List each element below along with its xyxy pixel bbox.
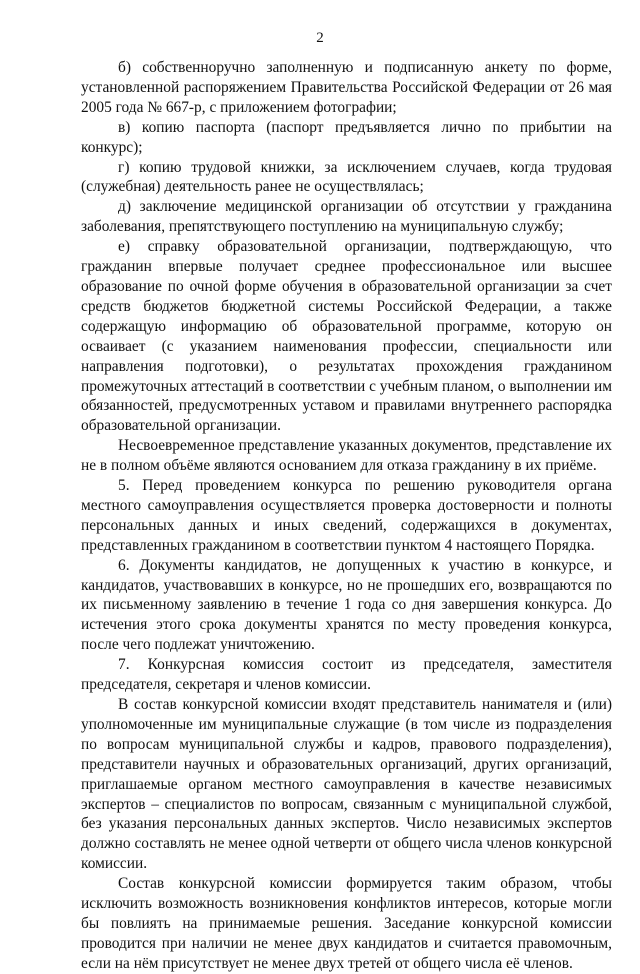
- paragraph-commission-formation: Состав конкурсной комиссии формируется таким образом, чтобы исключить возможность возникновения конфликтов интересов, которые могли бы повлиять на принимаемые решения. Заседание конкурсной комиссии проводится при наличии не менее двух кандидатов и считается правомочным, если на нём присутствует не менее двух третей от общего числа её членов.: [81, 875, 612, 972]
- paragraph-late-submission: Несвоевременное представление указанных документов, представление их не в полном объёме являются основанием для отказа гражданину в их приёме.: [81, 437, 612, 475]
- paragraph-item-b: б) собственноручно заполненную и подписанную анкету по форме, установленной распоряжением Правительства Российской Федерации от 26 мая 2005 года № 667-р, с приложением фотографии;: [81, 59, 612, 116]
- paragraph-clause-5: 5. Перед проведением конкурса по решению руководителя органа местного самоуправления осуществляется проверка достоверности и полноты персональных данных и иных сведений, содержащихся в документах, представленных гражданином в соответствии пунктом 4 настоящего Порядка.: [81, 477, 612, 554]
- paragraph-commission-composition: В состав конкурсной комиссии входят представитель нанимателя и (или) уполномоченные им муниципальные служащие (в том числе из подразделения по вопросам муниципальной службы и кадров, правового подразделения), представители научных и образовательных организаций, других организаций, приглашаемые органом местного самоуправления в качестве независимых экспертов – специалистов по вопросам, связанным с муниципальной службой, без указания персональных данных экспертов. Число независимых экспертов должно составлять не менее одной четверти от общего числа членов конкурсной комиссии.: [81, 696, 612, 873]
- document-body: [81, 58, 612, 974]
- paragraph-clause-6: 6. Документы кандидатов, не допущенных к участию в конкурсе, и кандидатов, участвовавших в конкурсе, но не прошедших его, возвращаются по их письменному заявлению в течение 1 года со дня завершения конкурса. До истечения этого срока документы хранятся по месту проведения конкурса, после чего подлежат уничтожению.: [81, 556, 612, 654]
- page-number: 2: [316, 30, 324, 46]
- paragraph-item-v: в) копию паспорта (паспорт предъявляется лично по прибытии на конкурс);: [81, 118, 612, 156]
- paragraph-clause-7: 7. Конкурсная комиссия состоит из председателя, заместителя председателя, секретаря и членов комиссии.: [81, 656, 612, 694]
- paragraph-item-d: д) заключение медицинской организации об отсутствии у гражданина заболевания, препятствующего поступлению на муниципальную службу;: [81, 198, 612, 236]
- paragraph-item-g: г) копию трудовой книжки, за исключением случаев, когда трудовая (служебная) деятельность ранее не осуществлялась;: [81, 158, 612, 196]
- paragraph-item-e: е) справку образовательной организации, подтверждающую, что гражданин впервые получает среднее профессиональное или высшее образование по очной форме обучения в образовательной организации за счет средств бюджетов бюджетной системы Российской Федерации, а также содержащую информацию об образовательной программе, которую он осваивает (с указанием наименования профессии, специальности или направления подготовки), о результатах прохождения гражданином промежуточных аттестаций в соответствии с учебным планом, о выполнении им обязанностей, предусмотренных уставом и правилами внутреннего распорядка образовательной организации.: [81, 238, 612, 435]
